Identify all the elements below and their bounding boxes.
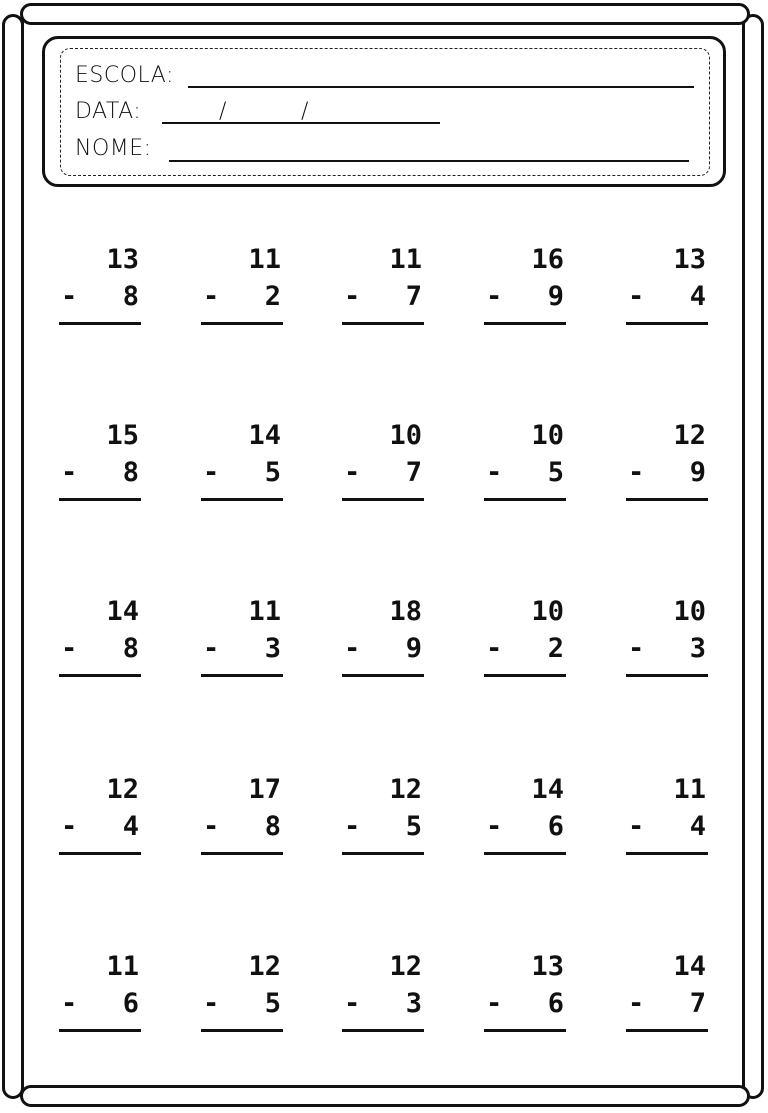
subtrahend: 4: [122, 811, 139, 842]
answer-line[interactable]: [626, 674, 708, 677]
minuend: 16: [531, 244, 564, 275]
subtrahend: 3: [405, 988, 422, 1019]
minuend: 11: [673, 774, 706, 805]
subtrahend: 8: [264, 811, 281, 842]
minuend: 11: [389, 244, 422, 275]
minus-sign: -: [628, 811, 645, 842]
answer-line[interactable]: [626, 322, 708, 325]
answer-line[interactable]: [201, 498, 283, 501]
minus-sign: -: [344, 633, 361, 664]
subtraction-problem: [342, 597, 426, 687]
school-write-line[interactable]: [188, 86, 694, 88]
subtrahend: 7: [405, 281, 422, 312]
frame-bottom-roll: [20, 1085, 750, 1107]
answer-line[interactable]: [342, 322, 424, 325]
minus-sign: -: [61, 457, 78, 488]
subtraction-problem: [201, 421, 285, 511]
subtraction-problem: [201, 597, 285, 687]
subtraction-problem: [59, 775, 143, 865]
answer-line[interactable]: [626, 1029, 708, 1032]
name-write-line[interactable]: [169, 160, 689, 162]
minuend: 14: [248, 420, 281, 451]
subtraction-problem: [342, 952, 426, 1042]
answer-line[interactable]: [201, 852, 283, 855]
minus-sign: -: [486, 988, 503, 1019]
minus-sign: -: [61, 633, 78, 664]
minus-sign: -: [628, 281, 645, 312]
subtrahend: 5: [405, 811, 422, 842]
subtrahend: 8: [122, 281, 139, 312]
minus-sign: -: [486, 633, 503, 664]
answer-line[interactable]: [59, 322, 141, 325]
subtrahend: 4: [689, 281, 706, 312]
answer-line[interactable]: [484, 674, 566, 677]
subtrahend: 4: [689, 811, 706, 842]
frame-right-roll: [742, 14, 764, 1099]
minuend: 12: [248, 951, 281, 982]
minuend: 13: [531, 951, 564, 982]
minus-sign: -: [628, 988, 645, 1019]
student-info-box: [42, 36, 726, 187]
minus-sign: -: [344, 457, 361, 488]
subtrahend: 3: [264, 633, 281, 664]
subtraction-problem: [342, 775, 426, 865]
answer-line[interactable]: [59, 852, 141, 855]
subtraction-problem: [59, 245, 143, 335]
subtraction-problem: [59, 597, 143, 687]
minuend: 18: [389, 596, 422, 627]
school-label: ESCOLA:: [75, 63, 174, 88]
subtraction-problem: [59, 421, 143, 511]
subtraction-problem: [626, 245, 710, 335]
answer-line[interactable]: [59, 1029, 141, 1032]
subtraction-problem: [626, 952, 710, 1042]
subtrahend: 9: [405, 633, 422, 664]
minus-sign: -: [486, 811, 503, 842]
minuend: 11: [106, 951, 139, 982]
minus-sign: -: [486, 281, 503, 312]
minuend: 13: [673, 244, 706, 275]
answer-line[interactable]: [484, 498, 566, 501]
minuend: 10: [531, 596, 564, 627]
subtraction-problem: [59, 952, 143, 1042]
subtrahend: 8: [122, 633, 139, 664]
minus-sign: -: [203, 811, 220, 842]
minus-sign: -: [61, 281, 78, 312]
subtraction-problem: [484, 421, 568, 511]
answer-line[interactable]: [201, 1029, 283, 1032]
minuend: 11: [248, 596, 281, 627]
subtraction-problem: [484, 775, 568, 865]
subtrahend: 6: [122, 988, 139, 1019]
answer-line[interactable]: [59, 498, 141, 501]
answer-line[interactable]: [484, 322, 566, 325]
minuend: 17: [248, 774, 281, 805]
subtrahend: 7: [689, 988, 706, 1019]
subtraction-problem: [342, 421, 426, 511]
minuend: 14: [106, 596, 139, 627]
minuend: 10: [531, 420, 564, 451]
minuend: 10: [389, 420, 422, 451]
minuend: 15: [106, 420, 139, 451]
sheet-left-edge: [21, 21, 24, 1089]
subtrahend: 2: [264, 281, 281, 312]
minuend: 14: [531, 774, 564, 805]
subtraction-problem: [201, 775, 285, 865]
minus-sign: -: [344, 988, 361, 1019]
subtraction-problem: [342, 245, 426, 335]
subtrahend: 6: [547, 811, 564, 842]
subtraction-problem: [484, 952, 568, 1042]
minuend: 12: [106, 774, 139, 805]
subtrahend: 8: [122, 457, 139, 488]
student-info-dashed-border: [60, 48, 710, 176]
subtraction-problem: [626, 421, 710, 511]
subtrahend: 3: [689, 633, 706, 664]
minus-sign: -: [628, 633, 645, 664]
subtraction-problem: [484, 597, 568, 687]
answer-line[interactable]: [342, 852, 424, 855]
answer-line[interactable]: [626, 498, 708, 501]
subtraction-problem: [626, 597, 710, 687]
frame-top-roll: [20, 3, 750, 25]
subtrahend: 5: [264, 457, 281, 488]
answer-line[interactable]: [342, 674, 424, 677]
subtrahend: 7: [405, 457, 422, 488]
date-slash-1: /: [219, 99, 227, 124]
minus-sign: -: [61, 988, 78, 1019]
subtrahend: 9: [689, 457, 706, 488]
subtrahend: 2: [547, 633, 564, 664]
subtrahend: 6: [547, 988, 564, 1019]
answer-line[interactable]: [201, 674, 283, 677]
minus-sign: -: [203, 457, 220, 488]
minuend: 10: [673, 596, 706, 627]
subtraction-problem: [484, 245, 568, 335]
minus-sign: -: [203, 281, 220, 312]
minuend: 12: [673, 420, 706, 451]
answer-line[interactable]: [342, 1029, 424, 1032]
minus-sign: -: [628, 457, 645, 488]
minuend: 12: [389, 951, 422, 982]
subtrahend: 9: [547, 281, 564, 312]
answer-line[interactable]: [59, 674, 141, 677]
subtraction-problem: [201, 245, 285, 335]
answer-line[interactable]: [342, 498, 424, 501]
minuend: 12: [389, 774, 422, 805]
minuend: 13: [106, 244, 139, 275]
answer-line[interactable]: [484, 1029, 566, 1032]
subtrahend: 5: [264, 988, 281, 1019]
minuend: 11: [248, 244, 281, 275]
minus-sign: -: [203, 988, 220, 1019]
subtraction-problem: [626, 775, 710, 865]
date-label: DATA:: [75, 99, 142, 124]
subtraction-problem: [201, 952, 285, 1042]
minuend: 14: [673, 951, 706, 982]
answer-line[interactable]: [484, 852, 566, 855]
answer-line[interactable]: [201, 322, 283, 325]
subtrahend: 5: [547, 457, 564, 488]
minus-sign: -: [344, 281, 361, 312]
name-label: NOME:: [75, 136, 152, 161]
minus-sign: -: [344, 811, 361, 842]
minus-sign: -: [203, 633, 220, 664]
minus-sign: -: [61, 811, 78, 842]
minus-sign: -: [486, 457, 503, 488]
answer-line[interactable]: [626, 852, 708, 855]
date-slash-2: /: [301, 99, 309, 124]
sheet-right-edge: [742, 21, 745, 1089]
